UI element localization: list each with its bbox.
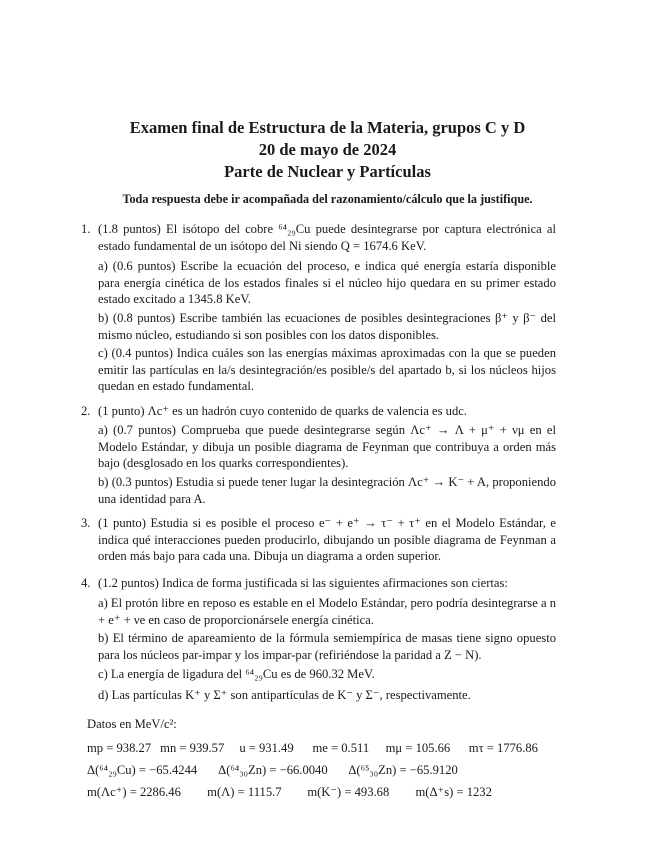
question-text: (1.8 puntos) El isótopo del cobre ⁶⁴₂₉Cu puede desintegrarse por captura electrónica al estado fundamental de un isótopo del Ni siendo Q = 1674.6 KeV.: [98, 222, 556, 253]
question-text: (1 punto) Λc⁺ es un hadrón cuyo contenido de quarks de valencia es udc.: [98, 404, 467, 418]
question-4-part-b: b) El término de apareamiento de la fórmula semiempírica de masas tiene signo opuesto para los núcleos par-impar y los impar-par (refiriéndose la paridad a Z − N).: [98, 631, 556, 662]
data-value: me = 0.511: [312, 741, 370, 755]
data-value: mτ = 1776.86: [468, 741, 538, 755]
question-number: 1.: [81, 222, 91, 236]
question-number: 4.: [81, 576, 91, 590]
data-row-mass-excess: [87, 762, 567, 778]
question-2-part-b: b) (0.3 puntos) Estudia si puede tener lugar la desintegración Λc⁺ → K⁻ + A, proponiendo una identidad para A.: [98, 475, 556, 506]
data-value: mμ = 105.66: [385, 741, 451, 755]
data-value: mn = 939.57: [160, 741, 225, 755]
data-value: m(Λc⁺) = 2286.46: [87, 785, 181, 799]
data-value: m(Δ⁺s) = 1232: [415, 785, 492, 799]
instructions-notice: Toda respuesta debe ir acompañada del razonamiento/cálculo que la justifique.: [122, 192, 533, 206]
question-2-part-a: a) (0.7 puntos) Comprueba que puede desintegrarse según Λc⁺ → Λ + μ⁺ + νμ en el Modelo Estándar, y dibuja un posible diagrama de Feynman que contribuya a orden más bajo (desglosado en los quarks correspondientes).: [98, 423, 556, 470]
question-4-part-d: d) Las partículas K⁺ y Σ⁺ son antipartículas de K⁻ y Σ⁻, respectivamente.: [98, 688, 471, 702]
question-2: [81, 403, 556, 420]
data-value: m(K⁻) = 493.68: [307, 785, 390, 799]
data-value: mp = 938.27: [87, 741, 152, 755]
question-4-part-c: c) La energía de ligadura del ⁶⁴₂₉Cu es de 960.32 MeV.: [98, 667, 375, 681]
question-1-part-b: b) (0.8 puntos) Escribe también las ecuaciones de posibles desintegraciones β⁺ y β⁻ del mismo núcleo, estudiando si son posibles con los datos disponibles.: [98, 311, 556, 342]
data-row-masses: [87, 740, 567, 756]
question-1: [81, 221, 556, 254]
exam-part: Parte de Nuclear y Partículas: [224, 162, 431, 181]
exam-title: Examen final de Estructura de la Materia, grupos C y D: [129, 118, 526, 137]
data-value: Δ(⁶⁵₃₀Zn) = −65.9120: [348, 763, 458, 777]
question-4: [81, 575, 556, 592]
data-value: Δ(⁶⁴₂₉Cu) = −65.4244: [87, 763, 198, 777]
question-1-part-c: c) (0.4 puntos) Indica cuáles son las energías máximas aproximadas con la que se pueden emitir las partículas en la/s desintegración/es posible/s del apartado b, si los núcleos hijos quedan en estado fundamental.: [98, 346, 556, 393]
question-3: [81, 515, 556, 565]
question-number: 3.: [81, 516, 91, 530]
exam-date: 20 de mayo de 2024: [258, 140, 397, 159]
question-4-part-a: a) El protón libre en reposo es estable en el Modelo Estándar, pero podría desintegrarse a n + e⁺ + νe en caso de proporcionársele energía cinética.: [98, 596, 556, 627]
question-text: (1.2 puntos) Indica de forma justificada si las siguientes afirmaciones son ciertas:: [98, 576, 508, 590]
data-value: u = 931.49: [239, 741, 294, 755]
question-1-part-a: a) (0.6 puntos) Escribe la ecuación del proceso, e indica qué energía estaría disponible para energía cinética de los estados finales si el núcleo hijo quedara en su primer estado estado excitado a 1345.8 KeV.: [98, 259, 556, 306]
data-value: m(Λ) = 1115.7: [207, 785, 282, 799]
question-number: 2.: [81, 404, 91, 418]
data-title: Datos en MeV/c²:: [87, 717, 177, 731]
question-text: (1 punto) Estudia si es posible el proceso e⁻ + e⁺ → τ⁻ + τ⁺ en el Modelo Estándar, e indica qué interacciones pueden producirlo, dibujando un posible diagrama de Feynman a orden más bajo para cada una. Dibuja un diagrama a orden superior.: [98, 516, 556, 563]
data-value: Δ(⁶⁴₃₀Zn) = −66.0040: [218, 763, 328, 777]
data-row-hadron-masses: [87, 784, 567, 800]
